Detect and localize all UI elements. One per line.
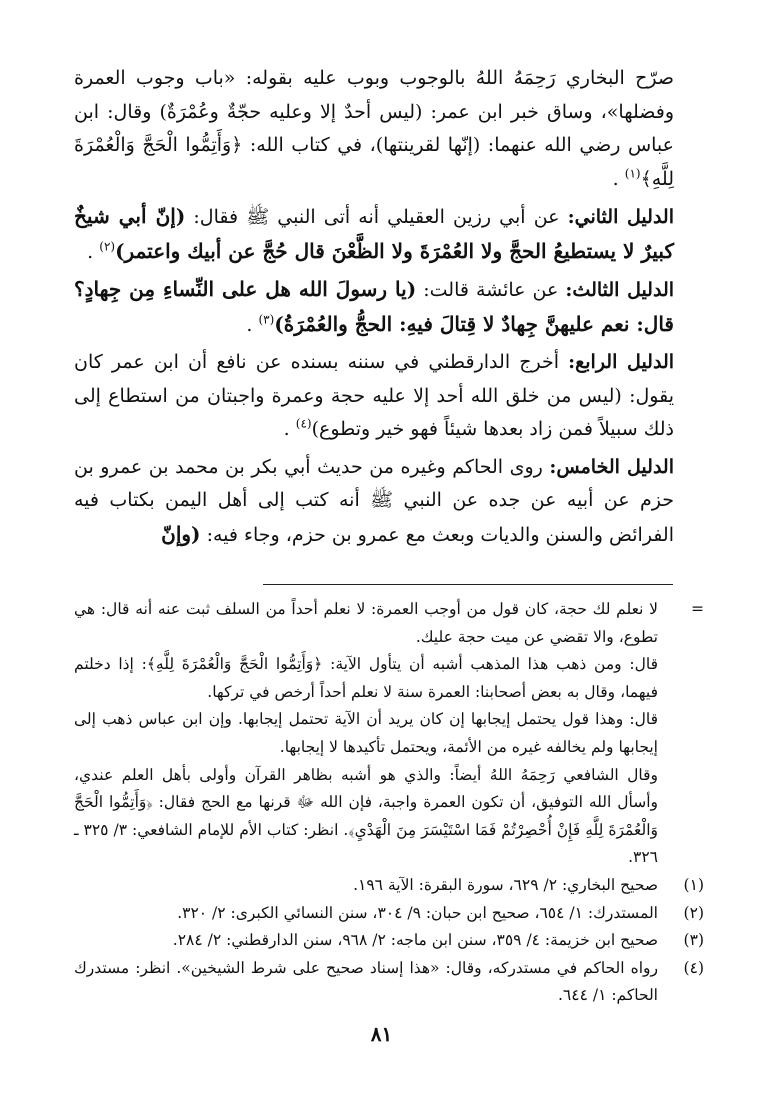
footnote-ref-2: (٢): [99, 239, 116, 254]
footnote-text: صحيح البخاري: ٢/ ٦٢٩، سورة البقرة: الآية ١٩٦.: [353, 875, 658, 894]
evidence-4-text: أخرج الدارقطني في سننه بسنده عن نافع أن ابن عمر كان يقول: (ليس من خلق الله أحد إلا عليه حجة وعمرة واجبتان من استطاع إلى ذلك سبيلاً فمن زاد بعدها شيئاً فهو خير وتطوع): [74, 351, 674, 440]
evidence-4-label: الدليل الرابع:: [568, 351, 675, 373]
paragraph-evidence-5: [74, 451, 674, 553]
page-number: ٨١: [370, 1022, 393, 1046]
paragraph-evidence-4: الدليل الرابع: أخرج الدارقطني في سننه بسنده عن نافع أن ابن عمر كان يقول: (ليس من خلق الله أحد إلا عليه حجة وعمرة واجبتان من استطاع إلى ذلك سبيلاً فمن زاد بعدها شيئاً فهو خير وتطوع)$^{(٤)}$ .: [74, 351, 675, 440]
footnote-number: (١): [683, 875, 704, 894]
footnote-text: صحيح ابن خزيمة: ٤/ ٣٥٩، سنن ابن ماجه: ٢/ ٩٦٨، سنن الدارقطني: ٢/ ٢٨٤.: [172, 931, 658, 950]
evidence-3-label: الدليل الثالث:: [565, 279, 675, 301]
footnote-number: (٣): [683, 931, 704, 950]
footnote-1: [74, 872, 704, 900]
footnote-text: المستدرك: ١/ ٦٥٤، صحيح ابن حبان: ٩/ ٣٠٤، سنن النسائي الكبرى: ٢/ ٣٢٠.: [177, 903, 658, 922]
main-text: [74, 62, 674, 556]
footnote-divider: [263, 584, 673, 585]
footnote-ref-3: (٣): [258, 312, 275, 327]
footnote-2: [74, 900, 704, 928]
evidence-2-quote: (إنّ أبي شيخٌ كبيرٌ لا يستطيعُ الحجَّ ولا العُمْرَةَ ولا الظَّعْنَ قال حُجَّ عن أبيك واعتمر): [74, 204, 674, 263]
footnote-3: [74, 927, 704, 955]
footnote-number: (٢): [683, 903, 704, 922]
footnotes: [74, 596, 704, 1010]
evidence-5-label: الدليل الخامس:: [549, 455, 674, 478]
continuation-mark: =: [691, 600, 704, 618]
footnote-number: (٤): [683, 958, 704, 977]
continuation-para: وقال الشافعي رَحِمَهُ اللهُ أيضاً: والذي هو أشبه بظاهر القرآن وأولى بأهل العلم عندي، وأسأل الله التوفيق، أن تكون العمرة واجبة، فإن الله ﷻ قرنها مع الحج فقال: ﴿وَأَتِمُّوا الْحَجَّ وَالْعُمْرَةَ لِلَّهِ فَإِنْ أُحْصِرْتُمْ فَمَا اسْتَيْسَرَ مِنَ الْهَدْيِ﴾. انظر: كتاب الأم للإمام الشافعي: ٣/ ٣٢٥ ـ ٣٢٦.: [74, 765, 658, 867]
evidence-2-intro: عن أبي رزين العقيلي أنه أتى النبي ﷺ فقال:: [193, 206, 560, 228]
bukhari-text: صرّح البخاري رَحِمَهُ اللهُ بالوجوب وبوب عليه بقوله: «باب وجوب العمرة وفضلها»، وساق خبر ابن عمر: (ليس أحدٌ إلا وعليه حجّةٌ وعُمْرَةٌ) وقال: ابن عباس رضي الله عنهما: (إنّها لقرينتها)، في كتاب الله: ﴿وَأَتِمُّوا الْحَجَّ وَالْعُمْرَةَ لِلَّهِ﴾: [74, 67, 674, 190]
continuation-para: قال: ومن ذهب هذا المذهب أشبه أن يتأول الآية: ﴿وَأَتِمُّوا الْحَجَّ وَالْعُمْرَةَ لِلَّهِ﴾: إذا دخلتم فيهما، وقال به بعض أصحابنا: العمرة سنة لا نعلم أحداً أرخص في تركها.: [74, 655, 658, 701]
evidence-2-label: الدليل الثاني:: [567, 206, 674, 228]
evidence-5-text: روى الحاكم وغيره من حديث أبي بكر بن محمد بن عمرو بن حزم عن أبيه عن جده عن النبي ﷺ أنه كتب إلى أهل اليمن بكتاب فيه الفرائض والسنن والديات وبعث مع عمرو بن حزم، وجاء فيه:: [74, 455, 674, 546]
evidence-5-tail: (وإنّ: [161, 521, 201, 546]
evidence-3-intro: عن عائشة قالت:: [423, 279, 559, 301]
evidence-3-quote: (يا رسولَ الله هل على النِّساءِ مِن جِهادٍ؟ قال: نعم عليهنَّ جِهادٌ لا قِتالَ فيهِ: الحجُّ والعُمْرَةُ): [74, 277, 674, 336]
footnote-4: [74, 955, 704, 1010]
footnote-text: رواه الحاكم في مستدركه، وقال: «هذا إسناد صحيح على شرط الشيخين». انظر: مستدرك الحاكم: ١/ ٦٤٤.: [74, 958, 658, 1005]
continuation-para: قال: وهذا قول يحتمل إيجابها إن كان يريد أن الآية تحتمل إيجابها. وإن ابن عباس ذهب إلى إيجابها ولم يخالفه غيره من الأئمة، ويحتمل تأكيدها لا إيجابها.: [74, 710, 658, 756]
paragraph-bukhari: صرّح البخاري رَحِمَهُ اللهُ بالوجوب وبوب عليه بقوله: «باب وجوب العمرة وفضلها»، وساق خبر ابن عمر: (ليس أحدٌ إلا وعليه حجّةٌ وعُمْرَةٌ) وقال: ابن عباس رضي الله عنهما: (إنّها لقرينتها)، في كتاب الله: ﴿وَأَتِمُّوا الْحَجَّ وَالْعُمْرَةَ لِلَّهِ﴾$^{(١)}$ .: [74, 67, 674, 190]
footnote-ref-1: (١): [624, 166, 641, 181]
footnote-continuation: [74, 596, 704, 872]
paragraph-evidence-2: الدليل الثاني: عن أبي رزين العقيلي أنه أتى النبي ﷺ فقال: (إنّ أبي شيخٌ كبيرٌ لا يستطيعُ الحجَّ ولا العُمْرَةَ ولا الظَّعْنَ قال حُجَّ عن أبيك واعتمر)$^{(٢)}$ .: [74, 204, 674, 263]
footnote-ref-4: (٤): [295, 416, 312, 431]
continuation-para: لا نعلم لك حجة، كان قول من أوجب العمرة: لا نعلم أحداً من السلف ثبت عنه أنه قال: هي تطوع، والا تقضي عن ميت حجة عليك.: [74, 600, 658, 646]
paragraph-evidence-3: الدليل الثالث: عن عائشة قالت: (يا رسولَ الله هل على النِّساءِ مِن جِهادٍ؟ قال: نعم عليهنَّ جِهادٌ لا قِتالَ فيهِ: الحجُّ والعُمْرَةُ)$^{(٣)}$ .: [74, 277, 675, 336]
